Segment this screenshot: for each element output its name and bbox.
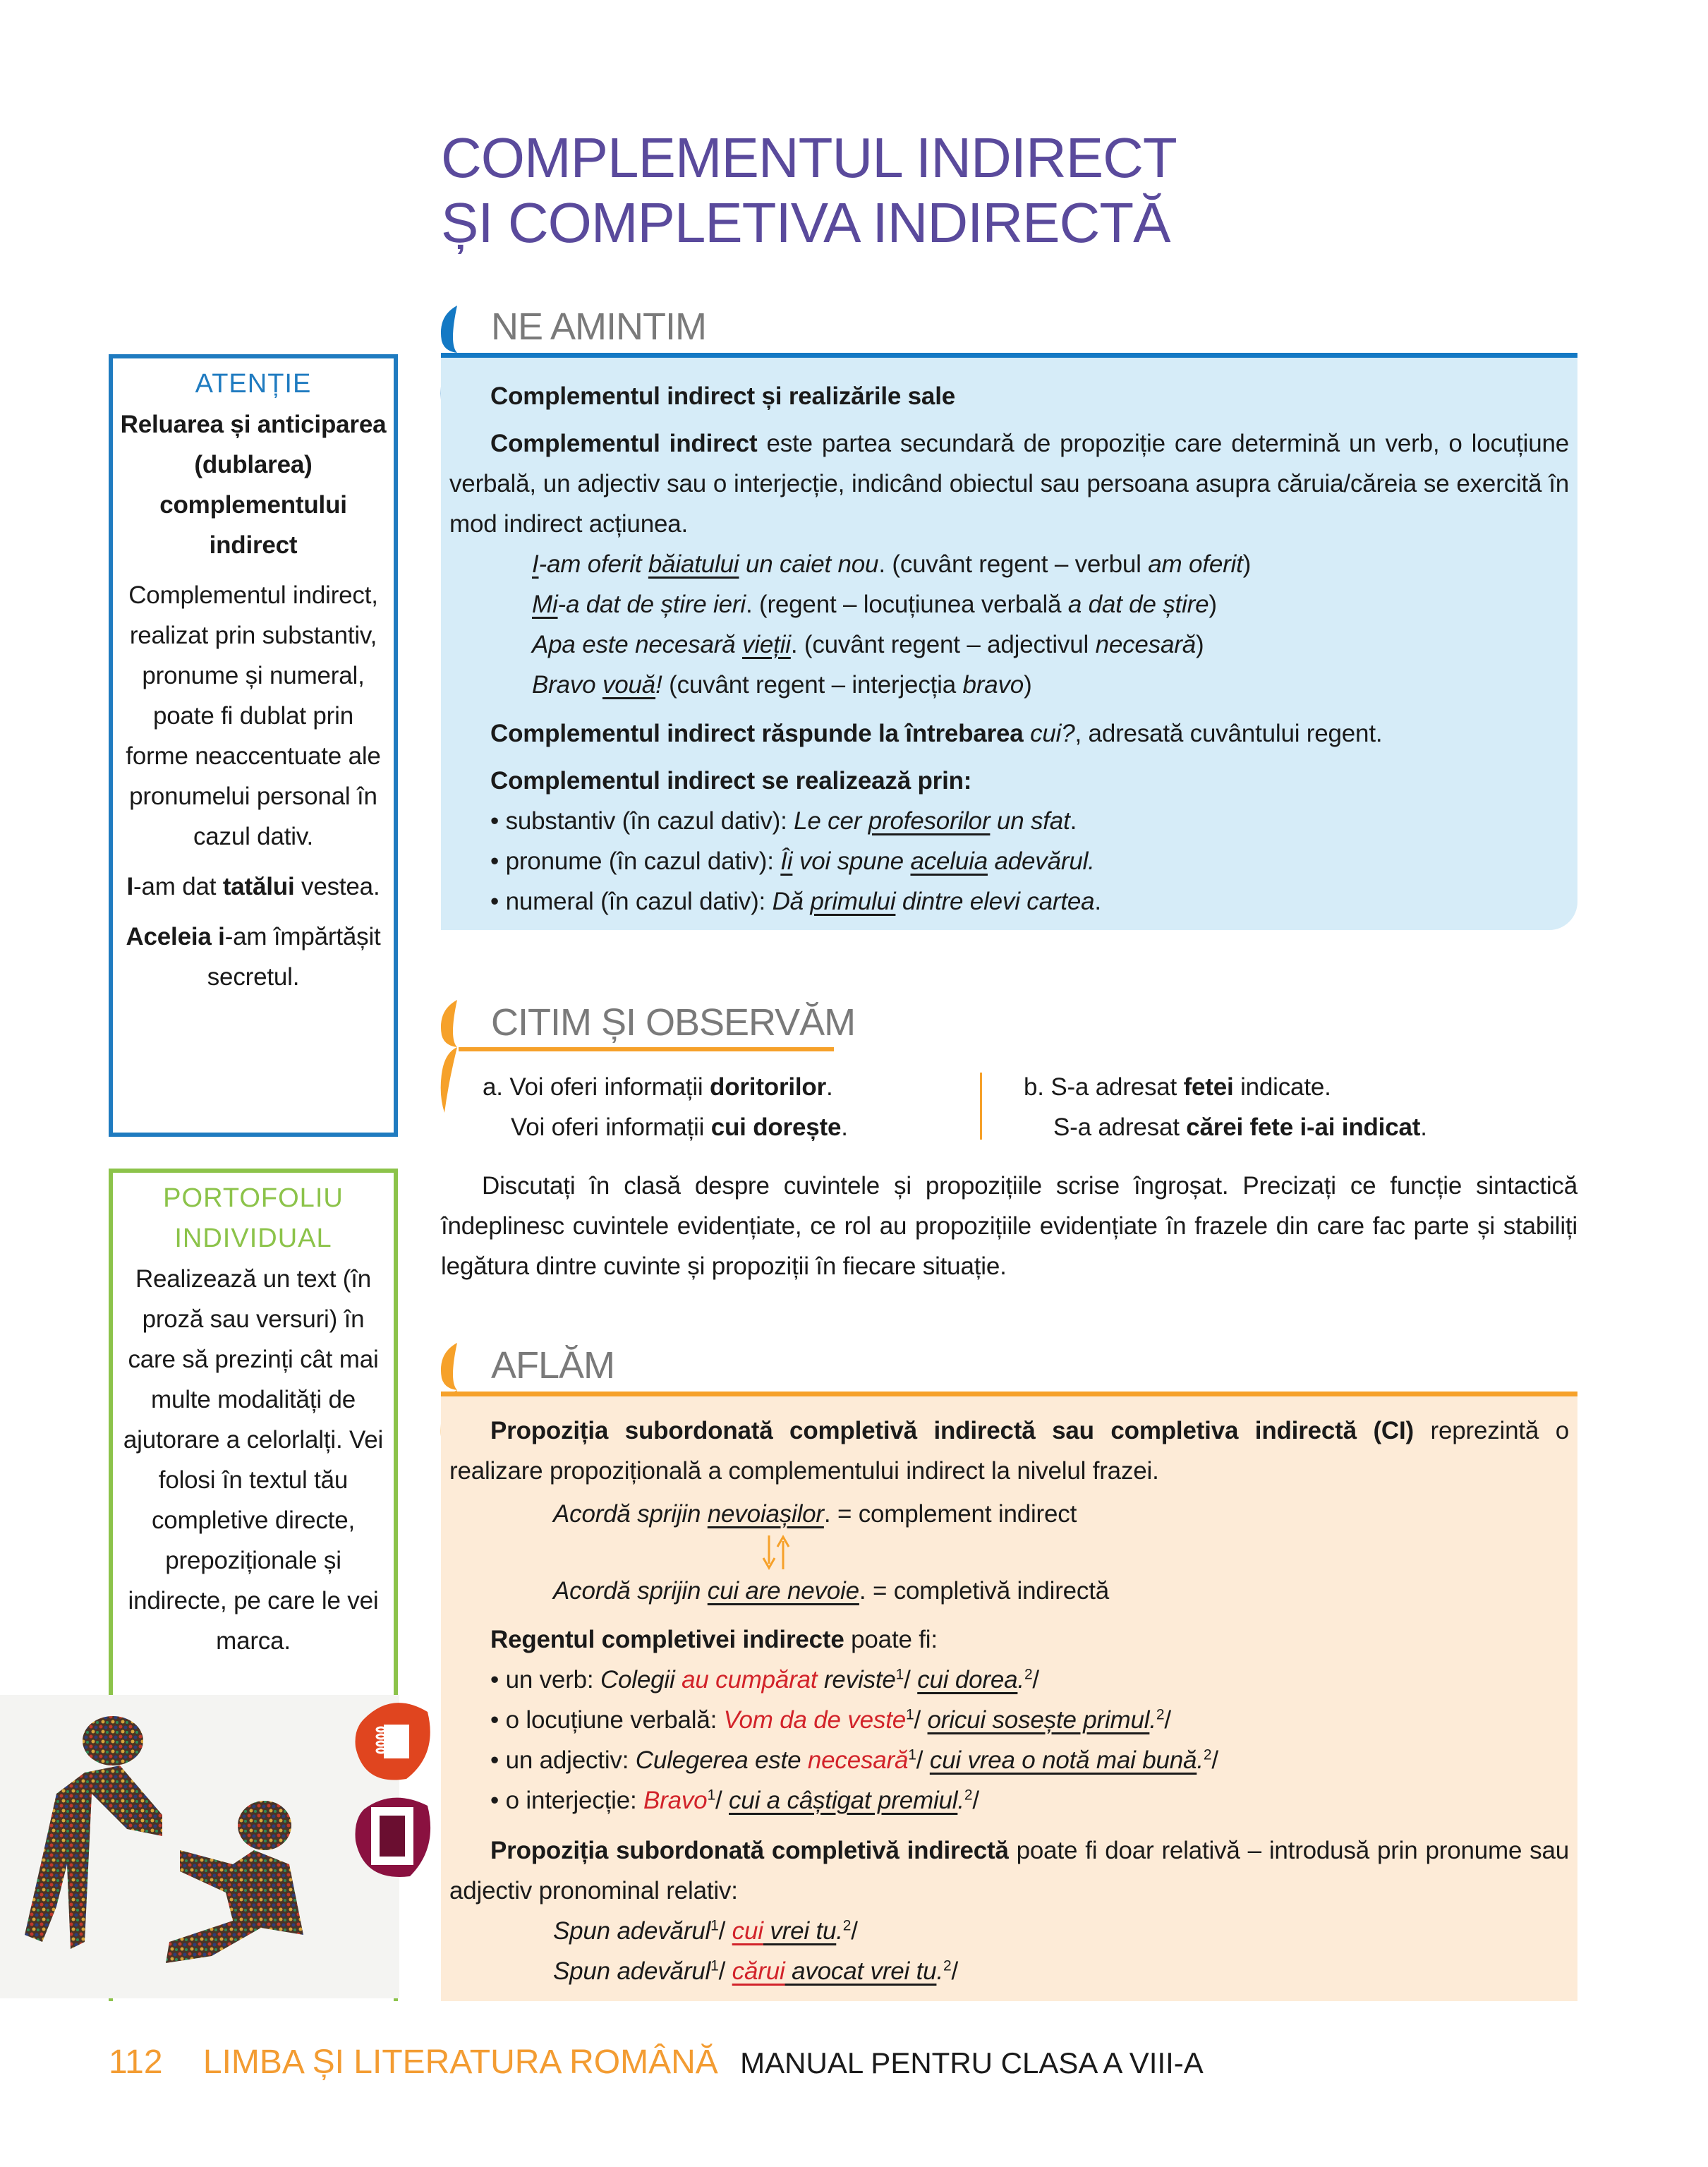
text-segment: aceluia <box>910 847 988 875</box>
text-segment: 2 <box>1024 1666 1033 1683</box>
text-segment: reviste <box>817 1666 896 1694</box>
text-segment: reprezintă o realizare propozițională a complementului indirect la nivelul frazei. <box>449 1417 1569 1485</box>
citim-paragraph: Discutați în clasă despre cuvintele și propozițiile scrise îngroșat. Precizați ce funcție sintactică îndeplinesc cuvintele evidențiate, ce rol au propozițiile evidențiate în frazele din care fac parte și stabiliți legătura dintre cuvinte și propoziții în fiecare situație. <box>441 1172 1577 1280</box>
text-segment: S-a adresat <box>1053 1113 1187 1141</box>
ne-amintim-subtitle: Complementul indirect și realizările sale <box>490 382 955 410</box>
text-segment: bravo <box>962 671 1024 699</box>
example-4 <box>449 665 1569 705</box>
text-segment: necesară <box>1095 631 1196 658</box>
text-segment: indicate. <box>1233 1073 1331 1101</box>
text-segment: . = completivă indirectă <box>859 1577 1110 1605</box>
text-segment: un caiet nou <box>739 550 879 578</box>
aflam-relative-text <box>449 1830 1569 1911</box>
relation-arrows-icon <box>758 1534 807 1571</box>
text-segment: am oferit <box>1148 550 1243 578</box>
text-segment: 2 <box>842 1917 852 1934</box>
text-segment: doritorilor <box>710 1073 827 1101</box>
text-segment: Acordă sprijin <box>553 1500 708 1528</box>
text-segment: ) <box>1242 550 1252 578</box>
text-segment: i <box>211 923 225 950</box>
regent-bullet-1 <box>449 1660 1569 1700</box>
text-segment: . <box>936 1957 943 1985</box>
text-segment: Spun adevărul <box>553 1957 711 1985</box>
text-segment: Bravo <box>643 1787 708 1814</box>
text-segment: / <box>1164 1706 1171 1734</box>
text-segment: 2 <box>943 1957 952 1974</box>
orange-brace-icon <box>436 996 461 1116</box>
text-segment: Propoziția subordonată completivă indirectă sau completiva indirectă (CI) <box>490 1417 1414 1444</box>
aflam-example-3 <box>449 1911 1569 1951</box>
bullet-3 <box>449 881 1569 922</box>
text-segment: vieții <box>742 631 791 658</box>
text-segment: / <box>904 1666 918 1694</box>
realization-title: Complementul indirect se realizează prin: <box>490 767 972 795</box>
example-2 <box>449 584 1569 624</box>
text-segment: ) <box>1024 671 1032 699</box>
text-segment: • un adjectiv: <box>490 1746 636 1774</box>
text-segment: (cuvânt regent – interjecția <box>662 671 963 699</box>
text-segment: 2 <box>964 1787 973 1804</box>
text-segment: oricui sosește primul <box>927 1706 1150 1734</box>
text-segment: vestea. <box>294 873 380 900</box>
text-segment: cui? <box>1030 720 1075 747</box>
text-segment: ) <box>1209 591 1217 618</box>
text-segment: Complementul indirect <box>490 430 758 457</box>
atentie-box <box>109 354 398 1137</box>
text-segment: . <box>1197 1746 1204 1774</box>
text-segment: / <box>1211 1746 1218 1774</box>
text-segment: . <box>841 1113 848 1141</box>
text-segment: au cumpărat <box>682 1666 818 1694</box>
text-segment: 1 <box>710 1957 719 1974</box>
aflam-definition <box>449 1411 1569 1491</box>
text-segment: cui dorește <box>710 1113 842 1141</box>
text-segment: b. S-a adresat <box>1024 1073 1184 1101</box>
text-segment: / <box>951 1957 958 1985</box>
text-segment: -am dat <box>133 873 223 900</box>
text-segment: necesară <box>807 1746 909 1774</box>
text-segment: ) <box>1195 631 1204 658</box>
notebook-icon[interactable] <box>350 1698 437 1785</box>
ne-amintim-heading: NE AMINTIM <box>491 306 707 348</box>
page-number: 112 <box>109 2044 163 2081</box>
text-segment: -am oferit <box>538 550 648 578</box>
text-segment: • pronume (în cazul dativ): <box>490 847 781 875</box>
portofoliu-title-1: PORTOFOLIU <box>163 1183 344 1213</box>
aflam-example-4 <box>449 1951 1569 1991</box>
text-segment: Dă <box>772 888 811 915</box>
regent-bullet-3 <box>449 1740 1569 1780</box>
text-segment: profesorilor <box>868 807 991 835</box>
text-segment: I <box>126 873 134 900</box>
text-segment: primului <box>810 888 896 915</box>
portofoliu-text: Realizează un text (în proză sau versuri) în care să prezinți cât mai multe modalități de ajutorare a celorlalți. Vei folosi în textul tău completive directe, prepoziționale și indirecte, pe care le vei marca. <box>123 1265 384 1655</box>
text-segment: • substantiv (în cazul dativ): <box>490 807 794 835</box>
text-segment: a. Voi oferi informații <box>483 1073 710 1101</box>
text-segment: • o locuțiune verbală: <box>490 1706 724 1734</box>
page-footer <box>109 2043 1204 2082</box>
text-segment: Aceleia <box>126 923 212 950</box>
text-segment: cui a câștigat premiul <box>729 1787 958 1814</box>
text-segment: 1 <box>906 1706 914 1723</box>
citim-b1 <box>1024 1067 1427 1107</box>
citim-heading: CITIM ȘI OBSERVĂM <box>491 1001 856 1044</box>
text-segment: băiatului <box>648 550 739 578</box>
text-segment: cărei fete i-ai indicat <box>1186 1113 1421 1141</box>
text-segment: tatălui <box>222 873 295 900</box>
ne-amintim-box <box>441 353 1577 930</box>
text-segment: Mi <box>532 591 558 618</box>
text-segment: un sfat <box>990 807 1070 835</box>
text-segment: este partea secundară de propoziție care determină un verb, o locuțiune verbală, un adjectiv sau o interjecție, indicând obiectul sau persoana asupra căruia/căreia se exercită în mod indirect acțiunea. <box>449 430 1569 538</box>
text-segment: Complementul indirect răspunde la întrebarea <box>490 720 1024 747</box>
text-segment: cui <box>732 1917 763 1945</box>
regent-bullet-2 <box>449 1700 1569 1740</box>
atentie-text: Complementul indirect, realizat prin substantiv, pronume și numeral, poate fi dublat prin forme neaccentuate ale pronumelui personal în cazul dativ. <box>126 581 381 850</box>
text-segment: Apa este necesară <box>532 631 742 658</box>
text-segment: . (cuvânt regent – verbul <box>878 550 1149 578</box>
atentie-example-2 <box>120 917 387 997</box>
text-segment: a dat de știre <box>1067 591 1209 618</box>
atentie-example-1 <box>120 867 387 907</box>
title-line-2: ȘI COMPLETIVA INDIRECTĂ <box>441 191 1170 254</box>
text-segment: . (regent – locuțiunea verbală <box>745 591 1068 618</box>
bullet-2 <box>449 841 1569 881</box>
bullet-1 <box>449 801 1569 841</box>
citim-column-b <box>1024 1067 1427 1147</box>
atentie-title: ATENȚIE <box>195 369 312 399</box>
title-line-1: COMPLEMENTUL INDIRECT <box>441 126 1177 189</box>
text-segment: . <box>1149 1706 1156 1734</box>
text-segment <box>1024 720 1031 747</box>
aflam-example-1 <box>449 1494 1569 1534</box>
citim-a1 <box>483 1067 848 1107</box>
text-segment: 2 <box>1156 1706 1165 1723</box>
text-segment: / <box>851 1917 858 1945</box>
crowd-helping-illustration <box>0 1695 399 1998</box>
aflam-heading: AFLĂM <box>491 1344 615 1387</box>
question-line <box>449 713 1569 754</box>
text-segment: , adresată cuvântului regent. <box>1074 720 1383 747</box>
text-segment: Bravo <box>532 671 602 699</box>
text-segment: / <box>972 1787 979 1814</box>
regent-bullet-4 <box>449 1780 1569 1821</box>
text-segment: ! <box>655 671 662 699</box>
text-segment: Culegerea este <box>635 1746 808 1774</box>
text-segment: 1 <box>707 1787 715 1804</box>
aflam-example-2 <box>449 1571 1569 1611</box>
text-segment: / <box>916 1746 930 1774</box>
text-segment: . <box>957 1787 964 1814</box>
text-segment: cui are nevoie <box>707 1577 859 1605</box>
text-segment: Colegii <box>600 1666 682 1694</box>
text-segment: -am împărtășit secretul. <box>207 923 381 991</box>
text-segment: voi spune <box>792 847 911 875</box>
text-segment: / <box>718 1957 732 1985</box>
regent-title <box>449 1619 1569 1660</box>
text-segment: fetei <box>1183 1073 1234 1101</box>
footer-manual: MANUAL PENTRU CLASA A VIII-A <box>740 2046 1204 2080</box>
citim-a2 <box>483 1107 848 1147</box>
text-segment: . <box>1094 888 1101 915</box>
text-segment: . = complement indirect <box>823 1500 1077 1528</box>
text-segment: Propoziția subordonată completivă indirectă <box>490 1837 1009 1864</box>
citim-column-a <box>483 1067 848 1147</box>
ne-amintim-definition <box>449 423 1569 544</box>
text-segment: . <box>1420 1113 1427 1141</box>
text-segment: cui dorea <box>917 1666 1018 1694</box>
text-segment: 2 <box>1203 1746 1212 1763</box>
citim-b2 <box>1024 1107 1427 1147</box>
column-divider <box>980 1073 982 1140</box>
aflam-box <box>441 1392 1577 2001</box>
text-segment: / <box>718 1917 732 1945</box>
text-segment: • o interjecție: <box>490 1787 644 1814</box>
text-segment: 1 <box>895 1666 904 1683</box>
text-segment: I <box>532 550 539 578</box>
footer-subject: LIMBA ȘI LITERATURA ROMÂNĂ <box>202 2044 718 2081</box>
text-segment: Spun adevărul <box>553 1917 711 1945</box>
text-segment: / <box>914 1706 928 1734</box>
citim-underline <box>459 1047 834 1051</box>
text-segment: cui vrea o notă mai bună <box>929 1746 1197 1774</box>
text-segment: 1 <box>710 1917 719 1934</box>
text-segment: dintre elevi cartea <box>895 888 1095 915</box>
text-segment: / <box>715 1787 729 1814</box>
example-3 <box>449 624 1569 665</box>
text-segment: 1 <box>908 1746 916 1763</box>
text-segment: . <box>836 1917 843 1945</box>
text-segment: . <box>1070 807 1077 835</box>
example-1 <box>449 544 1569 584</box>
text-segment: poate fi doar relativă – introdusă prin pronume sau adjectiv pronominal relativ: <box>449 1837 1569 1905</box>
text-segment: . (cuvânt regent – adjectivul <box>790 631 1096 658</box>
atentie-heading: Reluarea și anticiparea (dublarea) complementului indirect <box>120 411 387 559</box>
text-segment: -a dat de știre ieri <box>557 591 746 618</box>
text-segment: Vom da de veste <box>723 1706 906 1734</box>
text-segment: / <box>1032 1666 1039 1694</box>
text-segment: . <box>1017 1666 1024 1694</box>
text-segment: cărui <box>732 1957 785 1985</box>
text-segment: adevărul. <box>987 847 1095 875</box>
text-segment: Regentul completivei indirecte <box>490 1626 844 1653</box>
text-segment: • numeral (în cazul dativ): <box>490 888 773 915</box>
film-icon[interactable] <box>350 1792 437 1882</box>
text-segment: Voi oferi informații <box>511 1113 711 1141</box>
text-segment: poate fi: <box>844 1626 938 1653</box>
text-segment: Îi <box>780 847 793 875</box>
text-segment: • un verb: <box>490 1666 600 1694</box>
text-segment: Acordă sprijin <box>553 1577 708 1605</box>
text-segment: . <box>826 1073 833 1101</box>
text-segment: avocat vrei tu <box>785 1957 937 1985</box>
text-segment: vouă <box>602 671 656 699</box>
text-segment: vrei tu <box>763 1917 837 1945</box>
page-title <box>441 126 1177 255</box>
text-segment: Le cer <box>794 807 868 835</box>
portofoliu-title-2: INDIVIDUAL <box>174 1224 332 1253</box>
text-segment: nevoiașilor <box>707 1500 824 1528</box>
